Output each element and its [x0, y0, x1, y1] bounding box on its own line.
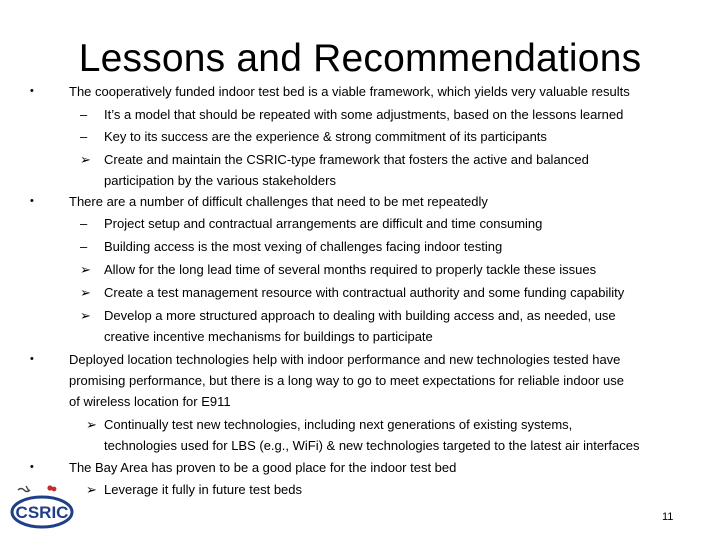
sub-bullet-text: Project setup and contractual arrangements are difficult and time consuming — [104, 216, 543, 231]
sub-bullet-text: Key to its success are the experience & strong commitment of its participants — [104, 129, 547, 144]
dash-icon: – — [80, 129, 88, 144]
sub-bullet-text: Leverage it fully in future test beds — [104, 482, 303, 497]
bullet-text-continued: promising performance, but there is a long way to go to meet expectations for reliable indoor use — [69, 373, 624, 388]
sub-bullet-text-continued: participation by the various stakeholders — [104, 173, 336, 188]
dash-icon: – — [80, 239, 88, 254]
bullet-text: The Bay Area has proven to be a good place for the indoor test bed — [69, 460, 457, 475]
sub-bullet-text-continued: technologies used for LBS (e.g., WiFi) & new technologies targeted to the latest air interfaces — [104, 438, 640, 453]
bullet-icon: • — [30, 85, 34, 97]
bullet-text: Deployed location technologies help with indoor performance and new technologies tested have — [69, 352, 621, 367]
bullet-icon: • — [30, 195, 34, 207]
sub-bullet-text: Create and maintain the CSRIC-type framework that fosters the active and balanced — [104, 152, 589, 167]
sub-bullet-text: Develop a more structured approach to dealing with building access and, as needed, use — [104, 308, 616, 323]
bullet-text-continued: of wireless location for E911 — [69, 394, 231, 409]
bullet-text: The cooperatively funded indoor test bed is a viable framework, which yields very valuable results — [69, 84, 630, 99]
dash-icon: – — [80, 216, 88, 231]
arrow-bullet-icon: ➢ — [86, 482, 97, 497]
arrow-bullet-icon: ➢ — [80, 285, 91, 300]
arrow-bullet-icon: ➢ — [86, 417, 97, 432]
arrow-bullet-icon: ➢ — [80, 152, 91, 167]
arrow-bullet-icon: ➢ — [80, 262, 91, 277]
arrow-bullet-icon: ➢ — [80, 308, 91, 323]
sub-bullet-text: Allow for the long lead time of several months required to properly tackle these issues — [104, 262, 597, 277]
bullet-text: There are a number of difficult challenges that need to be met repeatedly — [69, 194, 488, 209]
sub-bullet-text: Building access is the most vexing of challenges facing indoor testing — [104, 239, 503, 254]
slide-body — [0, 80, 720, 500]
bullet-icon: • — [30, 353, 34, 365]
bullet-icon: • — [30, 461, 34, 473]
slide-title: Lessons and Recommendations — [78, 37, 642, 80]
page-number: 11 — [662, 511, 674, 523]
svg-text:CSRIC: CSRIC — [15, 503, 69, 522]
sub-bullet-text: Continually test new technologies, including next generations of existing systems, — [104, 417, 573, 432]
csric-logo — [10, 482, 74, 530]
sub-bullet-text: It’s a model that should be repeated with some adjustments, based on the lessons learned — [104, 107, 624, 122]
sub-bullet-text: Create a test management resource with contractual authority and some funding capability — [104, 285, 625, 300]
sub-bullet-text-continued: creative incentive mechanisms for buildings to participate — [104, 329, 433, 344]
dash-icon: – — [80, 107, 88, 122]
